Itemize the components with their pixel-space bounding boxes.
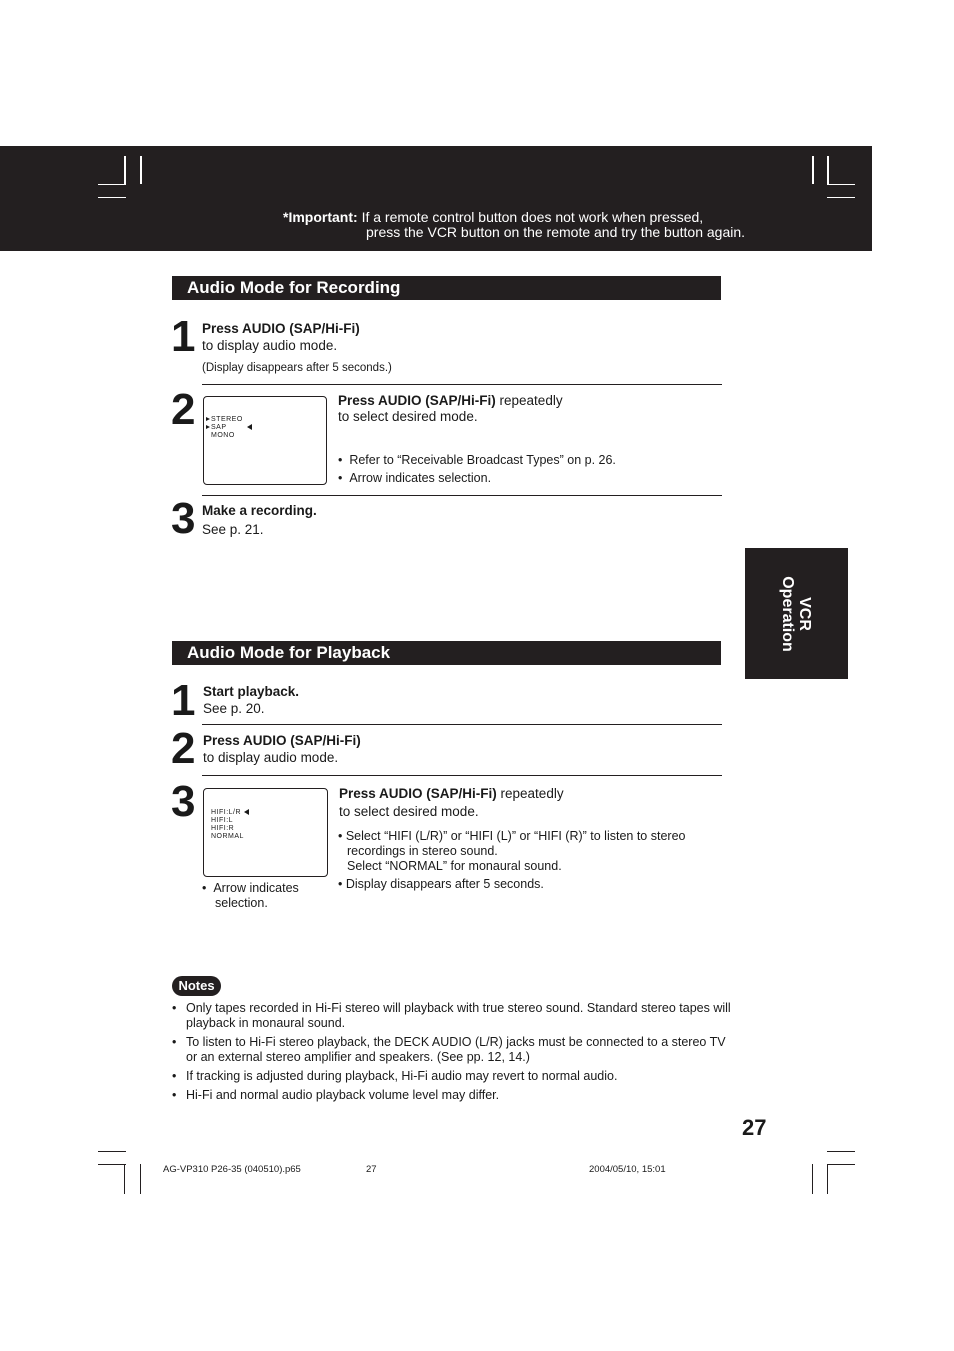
osd-menu <box>206 416 252 440</box>
important-line2: press the VCR button on the remote and try the button again. <box>366 224 746 240</box>
bullet-line: recordings in stereo sound. <box>347 844 498 858</box>
recording-section-title: Audio Mode for Recording <box>172 276 721 300</box>
divider <box>202 775 722 776</box>
note-item: • Only tapes recorded in Hi-Fi stereo will playback with true stereo sound. Standard stereo tapes will playback in monaural sound. <box>172 1001 732 1031</box>
osd-item: MONO <box>211 432 235 439</box>
notes-badge: Notes <box>172 976 221 996</box>
recording-step2-bullet: • Arrow indicates selection. <box>338 471 492 485</box>
side-tab-line2: Operation <box>779 576 796 652</box>
recording-step3-text: See p. 21. <box>202 522 264 537</box>
osd-menu <box>211 809 249 841</box>
playback-section-title: Audio Mode for Playback <box>172 641 721 665</box>
playback-step3-title-bold: Press AUDIO (SAP/Hi-Fi) <box>339 786 497 801</box>
crop-mark <box>827 1151 855 1152</box>
recording-step2-title <box>338 392 563 409</box>
selection-arrow-icon <box>244 809 249 815</box>
recording-step3-title: Make a recording. <box>202 503 317 518</box>
recording-step3-number: 3 <box>171 494 194 543</box>
playback-step2-text: to display audio mode. <box>203 750 339 765</box>
footer-file: AG-VP310 P26-35 (040510).p65 <box>163 1164 301 1175</box>
crop-mark <box>827 1164 855 1165</box>
playback-step3-number: 3 <box>171 777 194 826</box>
note-item: • Hi-Fi and normal audio playback volume level may differ. <box>172 1088 732 1103</box>
recording-step1-text: to display audio mode. <box>202 338 338 353</box>
playback-step3-bullet2: • Display disappears after 5 seconds. <box>338 877 544 891</box>
important-label: *Important: <box>283 209 358 225</box>
crop-mark <box>124 1164 125 1194</box>
crop-mark <box>827 1164 828 1194</box>
divider <box>202 495 722 496</box>
tv-screen-recording <box>203 396 327 485</box>
osd-item: HIFI:R <box>211 825 235 832</box>
important-note <box>283 210 745 240</box>
osd-marker-icon <box>206 425 210 429</box>
playback-step2-number: 2 <box>171 724 194 773</box>
playback-step3-text: to select desired mode. <box>339 804 479 819</box>
osd-item: STEREO <box>211 416 243 423</box>
playback-step3-title-tail: repeatedly <box>496 786 564 801</box>
screen-note-line1: Arrow indicates <box>213 881 299 895</box>
tv-screen-playback <box>203 788 328 877</box>
side-tab-line1: VCR <box>796 597 813 631</box>
crop-mark <box>124 156 126 184</box>
playback-step1-number: 1 <box>171 676 194 725</box>
playback-step3-title <box>339 785 564 802</box>
crop-mark <box>812 1164 813 1194</box>
note-item: • To listen to Hi-Fi stereo playback, the DECK AUDIO (L/R) jacks must be connected to a stereo TV or an external stereo amplifier and speakers. (See pp. 12, 14.) <box>172 1035 732 1065</box>
crop-mark <box>827 197 855 198</box>
recording-step2-number: 2 <box>171 385 194 434</box>
page-number: 27 <box>742 1115 767 1140</box>
playback-step1-title: Start playback. <box>203 684 300 699</box>
recording-step1-number: 1 <box>171 312 194 361</box>
osd-item: NORMAL <box>211 833 244 840</box>
notes-list <box>172 1001 732 1107</box>
playback-step1-text: See p. 20. <box>203 701 265 716</box>
crop-mark <box>140 1164 141 1194</box>
recording-step2-text: to select desired mode. <box>338 409 478 424</box>
divider <box>202 384 722 385</box>
playback-screen-note: • Arrow indicates selection. <box>202 881 299 910</box>
vcr-operation-tab <box>745 548 848 679</box>
screen-note-line2: selection. <box>215 896 268 910</box>
crop-mark <box>827 156 829 184</box>
playback-step3-bullet1 <box>338 829 685 874</box>
note-item: • If tracking is adjusted during playback, Hi-Fi audio may revert to normal audio. <box>172 1069 732 1084</box>
crop-mark <box>98 184 126 185</box>
bullet-line: • Select “HIFI (L/R)” or “HIFI (L)” or “HIFI (R)” to listen to stereo <box>338 829 686 843</box>
osd-item: HIFI:L/R <box>211 809 242 816</box>
footer-date: 2004/05/10, 15:01 <box>589 1164 666 1175</box>
recording-step2-bullet: • Refer to “Receivable Broadcast Types” on p. 26. <box>338 453 616 467</box>
recording-step2-title-tail: repeatedly <box>495 393 563 408</box>
divider <box>202 724 722 725</box>
recording-step1-title: Press AUDIO (SAP/Hi-Fi) <box>202 321 360 336</box>
bullet-line: Select “NORMAL” for monaural sound. <box>347 859 562 873</box>
osd-marker-icon <box>206 417 210 421</box>
osd-item: HIFI:L <box>211 817 234 824</box>
recording-step1-note: (Display disappears after 5 seconds.) <box>202 362 392 374</box>
side-tab-label <box>779 576 813 652</box>
bullet-text: Refer to “Receivable Broadcast Types” on p. 26. <box>349 453 616 467</box>
important-line1: If a remote control button does not work when pressed, <box>361 209 704 225</box>
bullet-text: Arrow indicates selection. <box>349 471 492 485</box>
crop-mark <box>827 184 855 185</box>
playback-step2-title: Press AUDIO (SAP/Hi-Fi) <box>203 733 361 748</box>
crop-mark <box>140 156 142 184</box>
crop-mark <box>98 1151 126 1152</box>
crop-mark <box>98 1164 126 1165</box>
footer-page: 27 <box>366 1164 377 1175</box>
crop-mark <box>812 156 814 184</box>
selection-arrow-icon <box>247 424 252 430</box>
crop-mark <box>98 197 126 198</box>
recording-step2-title-bold: Press AUDIO (SAP/Hi-Fi) <box>338 393 496 408</box>
osd-item: SAP <box>211 424 227 431</box>
